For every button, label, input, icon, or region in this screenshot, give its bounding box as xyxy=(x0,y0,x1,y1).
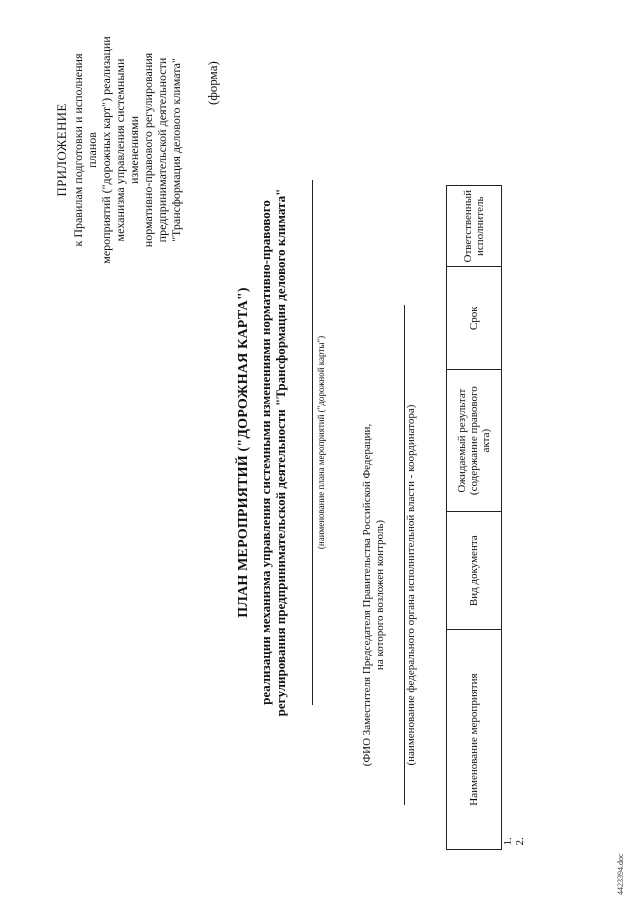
plan-table xyxy=(446,185,526,850)
official-caption-line: (ФИО Заместителя Председателя Правительства Российской Федерации, xyxy=(361,423,373,767)
file-name-footer: 4423394.doc xyxy=(616,853,625,895)
official-caption-line: на которого возложен контроль) xyxy=(374,519,386,671)
appendix-line: "Трансформация делового климата" xyxy=(169,58,183,242)
roadmap-name-line xyxy=(312,180,313,705)
appendix-block xyxy=(55,35,183,265)
table-row xyxy=(514,186,526,850)
roadmap-name-caption: (наименование плана мероприятий ("дорожной карты") xyxy=(316,335,326,550)
subtitle-line: реализации механизма управления системными изменениями нормативно-правового xyxy=(258,200,273,705)
subtitle-line: регулирования предпринимательской деятельности "Трансформация делового климата" xyxy=(273,188,288,717)
official-caption xyxy=(361,385,387,805)
appendix-line: к Правилам подготовки и исполнения планов xyxy=(71,53,99,247)
column-header: Ответственный исполнитель xyxy=(447,186,502,268)
page-subtitle xyxy=(258,0,288,905)
column-header: Срок xyxy=(447,267,502,369)
row-number: 2. xyxy=(514,837,526,846)
appendix-heading: ПРИЛОЖЕНИЕ xyxy=(54,103,69,197)
column-header: Вид документа xyxy=(447,512,502,630)
appendix-line: мероприятий ("дорожных карт") реализации xyxy=(99,36,113,264)
form-label: (форма) xyxy=(205,61,220,105)
table-header-row xyxy=(447,186,502,850)
appendix-line: нормативно-правового регулирования xyxy=(141,52,155,248)
appendix-line: предпринимательской деятельности xyxy=(155,57,169,243)
coordinator-caption: (наименование федерального органа исполнительной власти - координатора) xyxy=(405,404,417,766)
table-row xyxy=(502,186,515,850)
column-header: Наименование мероприятия xyxy=(447,630,502,850)
page-title: ПЛАН МЕРОПРИЯТИЙ ("ДОРОЖНАЯ КАРТА") xyxy=(236,287,251,618)
row-number: 1. xyxy=(502,837,514,846)
column-header: Ожидаемый результат (содержание правового акта) xyxy=(447,369,502,511)
appendix-line: механизма управления системными изменениями xyxy=(113,58,141,242)
